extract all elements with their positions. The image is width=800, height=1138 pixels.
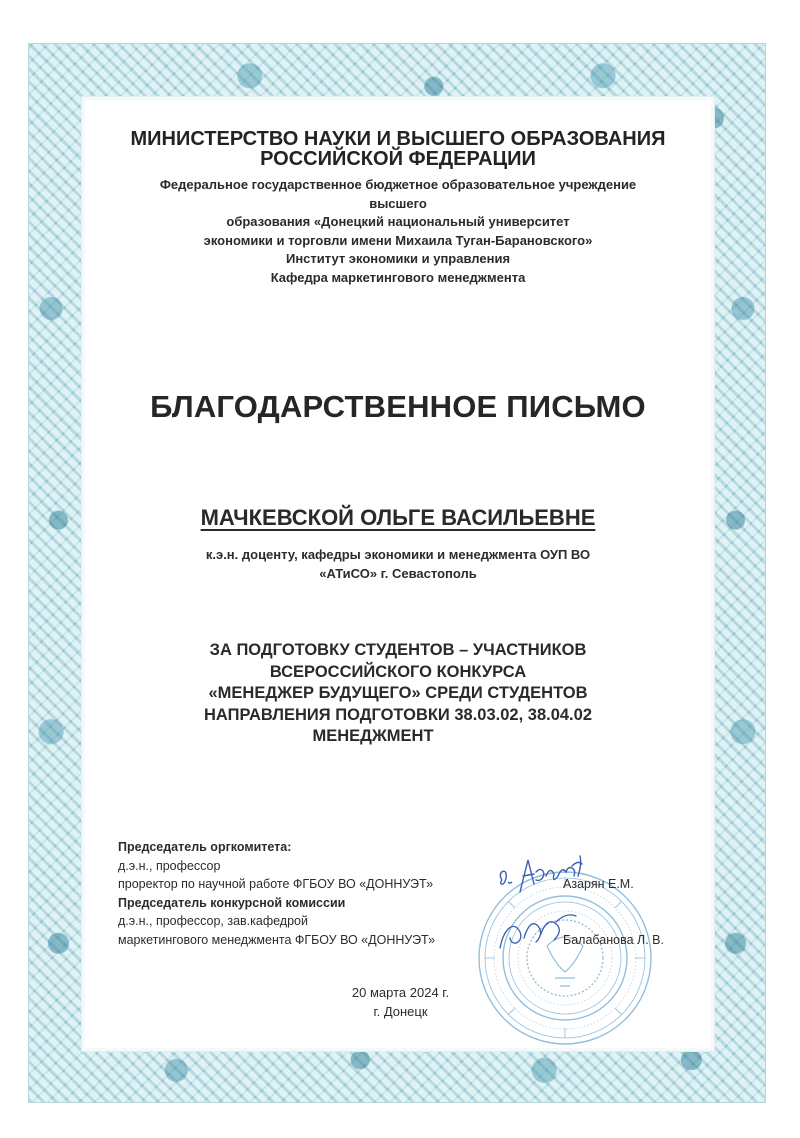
- recipient-name-text: МАЧКЕВСКОЙ ОЛЬГЕ ВАСИЛЬЕВНЕ: [200, 505, 596, 530]
- signatory-position-row: [118, 931, 698, 950]
- award-line: «МЕНЕДЖЕР БУДУЩЕГО» СРЕДИ СТУДЕНТОВ: [208, 684, 588, 703]
- signatures-block: [118, 838, 698, 950]
- recipient-description-line: к.э.н. доценту, кафедры экономики и менеджмента ОУП ВО: [205, 547, 591, 562]
- institution-line: высшего: [369, 195, 427, 211]
- issue-date: 20 марта 2024 г.: [351, 985, 450, 1000]
- award-reason: [80, 640, 716, 748]
- recipient-description: [80, 545, 716, 583]
- institution-line: Кафедра маркетингового менеджмента: [270, 269, 526, 285]
- award-line: ВСЕРОССИЙСКОГО КОНКУРСА: [269, 662, 527, 681]
- signatory-role: Председатель оргкомитета:: [118, 840, 292, 854]
- ministry-line: МИНИСТЕРСТВО НАУКИ И ВЫСШЕГО ОБРАЗОВАНИЯ: [130, 128, 666, 150]
- ministry-heading: [80, 129, 716, 169]
- ministry-line: РОССИЙСКОЙ ФЕДЕРАЦИИ: [260, 148, 536, 170]
- signatory-role: Председатель конкурсной комиссии: [118, 895, 346, 910]
- signatory-name: Балабанова Л. В.: [563, 932, 664, 947]
- institution-line: образования «Донецкий национальный университет: [226, 214, 570, 229]
- signatory-position-row: [118, 875, 698, 894]
- institution-line: Институт экономики и управления: [285, 251, 511, 266]
- signatory-degree: д.э.н., профессор: [118, 858, 221, 873]
- signatory-name: Азарян Е.М.: [563, 877, 634, 892]
- institution-heading: [80, 176, 716, 287]
- award-line: НАПРАВЛЕНИЯ ПОДГОТОВКИ 38.03.02, 38.04.02: [203, 705, 592, 724]
- award-line: ЗА ПОДГОТОВКУ СТУДЕНТОВ – УЧАСТНИКОВ: [209, 641, 587, 659]
- signatory-degree: д.э.н., профессор, зав.кафедрой: [118, 914, 308, 929]
- issue-city: г. Донецк: [373, 1004, 428, 1019]
- recipient-name: [80, 505, 716, 531]
- recipient-description-line: «АТиСО» г. Севастополь: [319, 566, 477, 581]
- signatory-position: проректор по научной работе ФГБОУ ВО «ДОННУЭТ»: [118, 877, 434, 892]
- institution-line: Федеральное государственное бюджетное образовательное учреждение: [159, 177, 637, 192]
- document-title: БЛАГОДАРСТВЕННОЕ ПИСЬМО: [150, 389, 646, 424]
- award-line: МЕНЕДЖМЕНТ: [312, 727, 434, 746]
- date-place: [80, 983, 716, 1021]
- institution-line: экономики и торговли имени Михаила Туган-Барановского»: [203, 232, 593, 248]
- signatory-position: маркетингового менеджмента ФГБОУ ВО «ДОННУЭТ»: [118, 932, 436, 947]
